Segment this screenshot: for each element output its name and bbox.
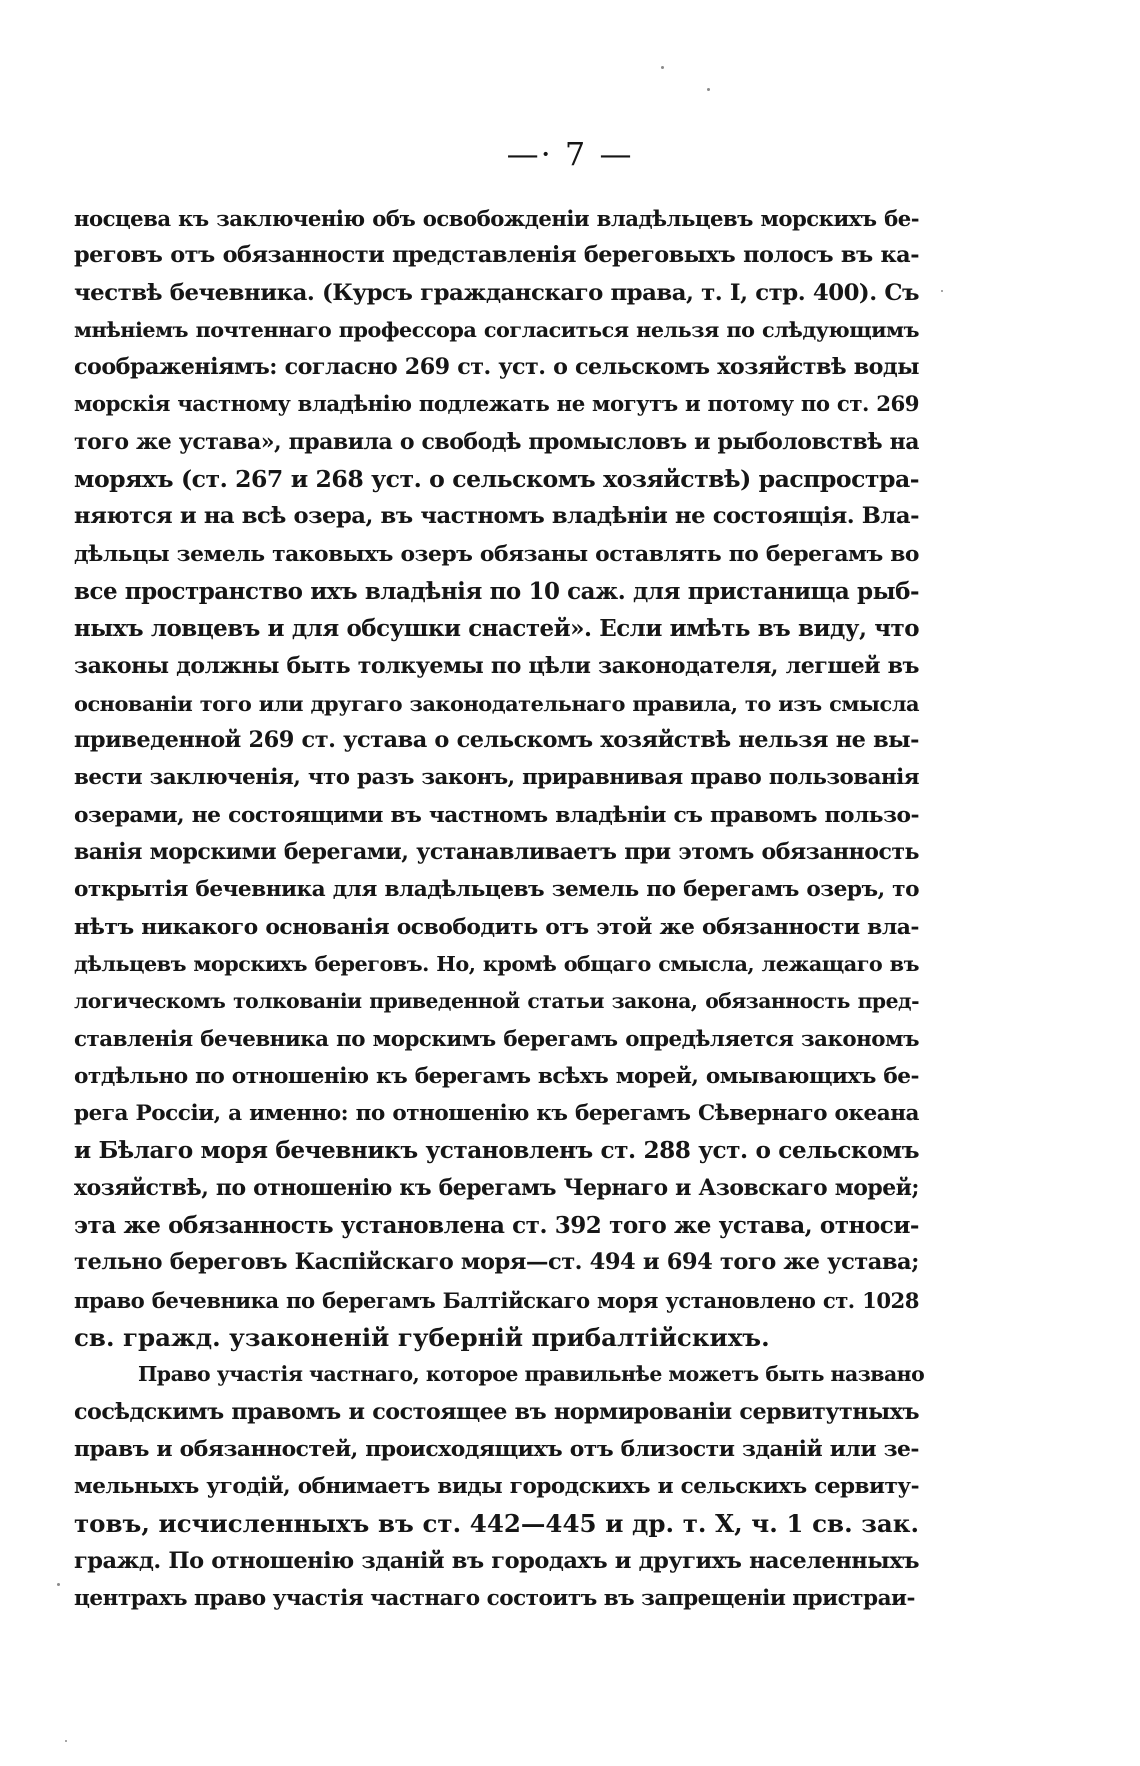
text-line: рега Россіи, а именно: по отношенію къ берегамъ Сѣвернаго океана bbox=[74, 1101, 919, 1127]
scan-speck bbox=[707, 88, 710, 91]
text-line: дѣльцевъ морскихъ береговъ. Но, кромѣ общаго смысла, лежащаго въ bbox=[74, 951, 919, 976]
paragraph bbox=[74, 200, 919, 1356]
text-line: чествѣ бечевника. (Курсъ гражданскаго права, т. I, стр. 400). Съ bbox=[74, 279, 919, 306]
text-line: сосѣдскимъ правомъ и состоящее въ нормированіи сервитутныхъ bbox=[74, 1398, 919, 1425]
text-line: реговъ отъ обязанности представленія береговыхъ полосъ въ ка- bbox=[74, 242, 919, 269]
text-line: нѣтъ никакого основанія освободить отъ этой же обязанности вла- bbox=[74, 913, 919, 940]
text-line: ставленія бечевника по морскимъ берегамъ опредѣляется закономъ bbox=[74, 1026, 919, 1052]
body-text bbox=[74, 200, 925, 1617]
text-line: законы должны быть толкуемы по цѣли законодателя, легшей въ bbox=[74, 652, 919, 679]
text-line: хозяйствѣ, по отношенію къ берегамъ Чернаго и Азовскаго морей; bbox=[74, 1174, 919, 1201]
text-line: вести заключенія, что разъ законъ, приравнивая право пользованія bbox=[74, 765, 919, 791]
text-line: того же устава», правила о свободѣ промысловъ и рыболовствѣ на bbox=[74, 428, 919, 455]
text-line: ныхъ ловцевъ и для обсушки снастей». Если имѣть въ виду, что bbox=[74, 615, 919, 643]
paragraph bbox=[74, 1356, 925, 1617]
scan-speck bbox=[57, 1583, 60, 1586]
text-line: эта же обязанность установлена ст. 392 того же устава, относи- bbox=[74, 1212, 919, 1240]
text-line: логическомъ толкованіи приведенной статьи закона, обязанность пред- bbox=[74, 989, 919, 1014]
text-line: тельно береговъ Каспійскаго моря—ст. 494 и 694 того же устава; bbox=[74, 1249, 919, 1276]
text-line: отдѣльно по отношенію къ берегамъ всѣхъ морей, омывающихъ бе- bbox=[74, 1063, 919, 1089]
text-line: Право участія частнаго, которое правильнѣе можетъ быть названо bbox=[138, 1362, 925, 1387]
text-line: мельныхъ угодій, обнимаетъ виды городскихъ и сельскихъ сервиту- bbox=[74, 1474, 919, 1500]
text-line: няются и на всѣ озера, въ частномъ владѣніи не состоящія. Вла- bbox=[74, 503, 919, 530]
text-line: открытія бечевника для владѣльцевъ земель по берегамъ озеръ, то bbox=[74, 877, 919, 903]
scan-speck bbox=[941, 290, 943, 292]
text-line: и Бѣлаго моря бечевникъ установленъ ст. 288 уст. о сельскомъ bbox=[74, 1137, 919, 1165]
text-line: товъ, исчисленныхъ въ ст. 442—445 и др. т. X, ч. 1 св. зак. bbox=[74, 1509, 919, 1539]
text-line: основаніи того или другаго законодательнаго правила, то изъ смысла bbox=[74, 690, 919, 716]
text-line: ванія морскими берегами, устанавливаетъ при этомъ обязанность bbox=[74, 839, 919, 866]
text-line: соображеніямъ: согласно 269 ст. уст. о сельскомъ хозяйствѣ воды bbox=[74, 354, 919, 381]
text-line: центрахъ право участія частнаго состоитъ въ запрещеніи пристраи- bbox=[74, 1585, 915, 1611]
text-line: гражд. По отношенію зданій въ городахъ и другихъ населенныхъ bbox=[74, 1547, 919, 1574]
text-line: право бечевника по берегамъ Балтійскаго моря установлено ст. 1028 bbox=[74, 1287, 919, 1313]
text-line: св. гражд. узаконеній губерній прибалтійскихъ. bbox=[74, 1322, 770, 1352]
text-line: носцева къ заключенію объ освобожденіи владѣльцевъ морскихъ бе- bbox=[74, 206, 919, 231]
text-line: дѣльцы земель таковыхъ озеръ обязаны оставлять по берегамъ во bbox=[74, 541, 919, 567]
text-line: правъ и обязанностей, происходящихъ отъ близости зданій или зе- bbox=[74, 1435, 919, 1462]
text-line: озерами, не состоящими въ частномъ владѣніи съ правомъ пользо- bbox=[74, 802, 919, 828]
text-line: все пространство ихъ владѣнія по 10 саж. для пристанища рыб- bbox=[74, 577, 919, 605]
text-line: морскія частному владѣнію подлежать не могутъ и потому по ст. 269 bbox=[74, 392, 919, 418]
text-line: приведенной 269 ст. устава о сельскомъ хозяйствѣ нельзя не вы- bbox=[74, 727, 919, 754]
text-line: мнѣніемъ почтеннаго профессора согласиться нельзя по слѣдующимъ bbox=[74, 317, 919, 342]
scan-speck bbox=[65, 1740, 67, 1742]
scan-speck bbox=[661, 66, 664, 69]
page-number: —· 7 — bbox=[506, 135, 634, 173]
text-line: моряхъ (ст. 267 и 268 уст. о сельскомъ хозяйствѣ) распростра- bbox=[74, 465, 919, 494]
